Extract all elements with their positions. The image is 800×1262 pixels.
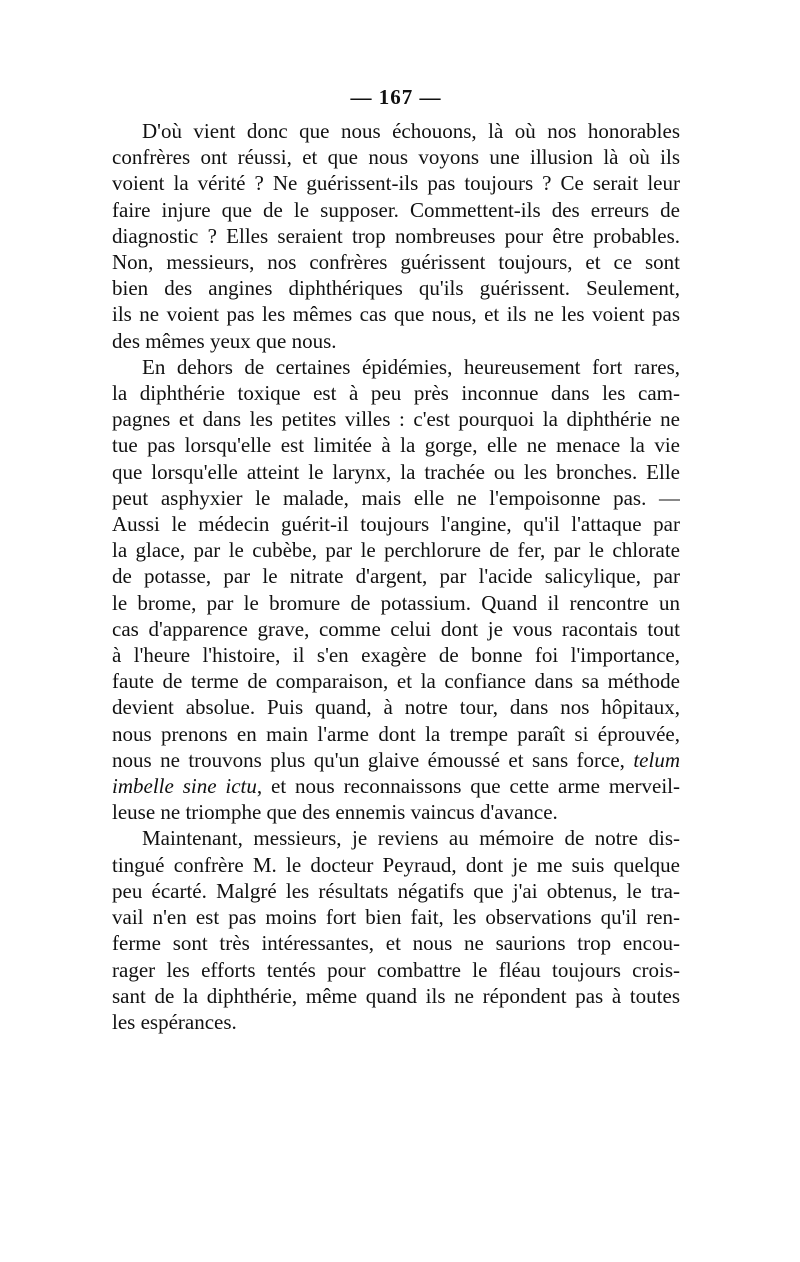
text-line-with-italic [112,773,680,799]
text-line: pagnes et dans les petites villes : c'est pourquoi la diphthérie ne [112,407,680,432]
text-line: rager les efforts tentés pour combattre le fléau toujours crois- [112,957,680,982]
text-line: peut asphyxier le malade, mais elle ne l'empoisonne pas. — [112,485,680,510]
text-line: leuse ne triomphe que des ennemis vaincus d'avance. [112,800,558,825]
text-line: Non, messieurs, nos confrères guérissent toujours, et ce sont [112,250,680,275]
page-number: — 167 — [350,85,442,109]
text-line: tingué confrère M. le docteur Peyraud, dont je me suis quelque [112,852,680,877]
text-line: bien des angines diphthériques qu'ils guérissent. Seulement, [112,276,680,301]
italic-latin-phrase: imbelle sine ictu [112,774,257,799]
text-line: à l'heure l'histoire, il s'en exagère de bonne foi l'importance, [112,643,680,668]
text-line: Aussi le médecin guérit-il toujours l'angine, qu'il l'attaque par [112,512,680,537]
text-line-with-italic [112,747,680,773]
text-line: voient la vérité ? Ne guérissent-ils pas toujours ? Ce serait leur [112,171,680,196]
paragraph-1 [112,118,680,354]
text-line: la diphthérie toxique est à peu près inconnue dans les cam- [112,381,680,406]
document-page [112,84,680,1035]
text-line: D'où vient donc que nous échouons, là où nos honorables [142,119,680,143]
text-line: faute de terme de comparaison, et la confiance dans sa méthode [112,669,680,694]
text-line: des mêmes yeux que nous. [112,328,337,353]
text-line: que lorsqu'elle atteint le larynx, la trachée ou les bronches. Elle [112,459,680,484]
text-line: le brome, par le bromure de potassium. Quand il rencontre un [112,590,680,615]
text-line: En dehors de certaines épidémies, heureusement fort rares, [142,354,680,379]
italic-latin-phrase: telum [633,747,680,772]
text-line: de potasse, par le nitrate d'argent, par l'acide salicylique, par [112,564,680,589]
text-segment: , et nous reconnaissons que cette arme merveil- [256,774,680,799]
text-line: nous prenons en main l'arme dont la trempe paraît si éprouvée, [112,721,680,746]
paragraph-2 [112,354,680,826]
text-line: peu écarté. Malgré les résultats négatifs que j'ai obtenus, le tra- [112,878,680,903]
text-line: faire injure que de le supposer. Commettent-ils des erreurs de [112,197,680,222]
paragraph-3 [112,825,680,1035]
text-line: ferme sont très intéressantes, et nous ne saurions trop encou- [112,931,680,956]
text-line: confrères ont réussi, et que nous voyons une illusion là où ils [112,145,680,170]
text-line: diagnostic ? Elles seraient trop nombreuses pour être probables. [112,223,680,248]
text-segment: nous ne trouvons plus qu'un glaive émoussé et sans force, [112,747,625,772]
text-line: cas d'apparence grave, comme celui dont je vous racontais tout [112,616,680,641]
text-line: Maintenant, messieurs, je reviens au mémoire de notre dis- [142,826,680,851]
text-line: tue pas lorsqu'elle est limitée à la gorge, elle ne menace la vie [112,433,680,458]
text-line: la glace, par le cubèbe, par le perchlorure de fer, par le chlorate [112,538,680,563]
text-line: les espérances. [112,1009,237,1034]
text-line: sant de la diphthérie, même quand ils ne répondent pas à toutes [112,983,680,1008]
text-line: ils ne voient pas les mêmes cas que nous, et ils ne les voient pas [112,302,680,327]
text-line: devient absolue. Puis quand, à notre tour, dans nos hôpitaux, [112,695,680,720]
text-line: vail n'en est pas moins fort bien fait, les observations qu'il ren- [112,905,680,930]
